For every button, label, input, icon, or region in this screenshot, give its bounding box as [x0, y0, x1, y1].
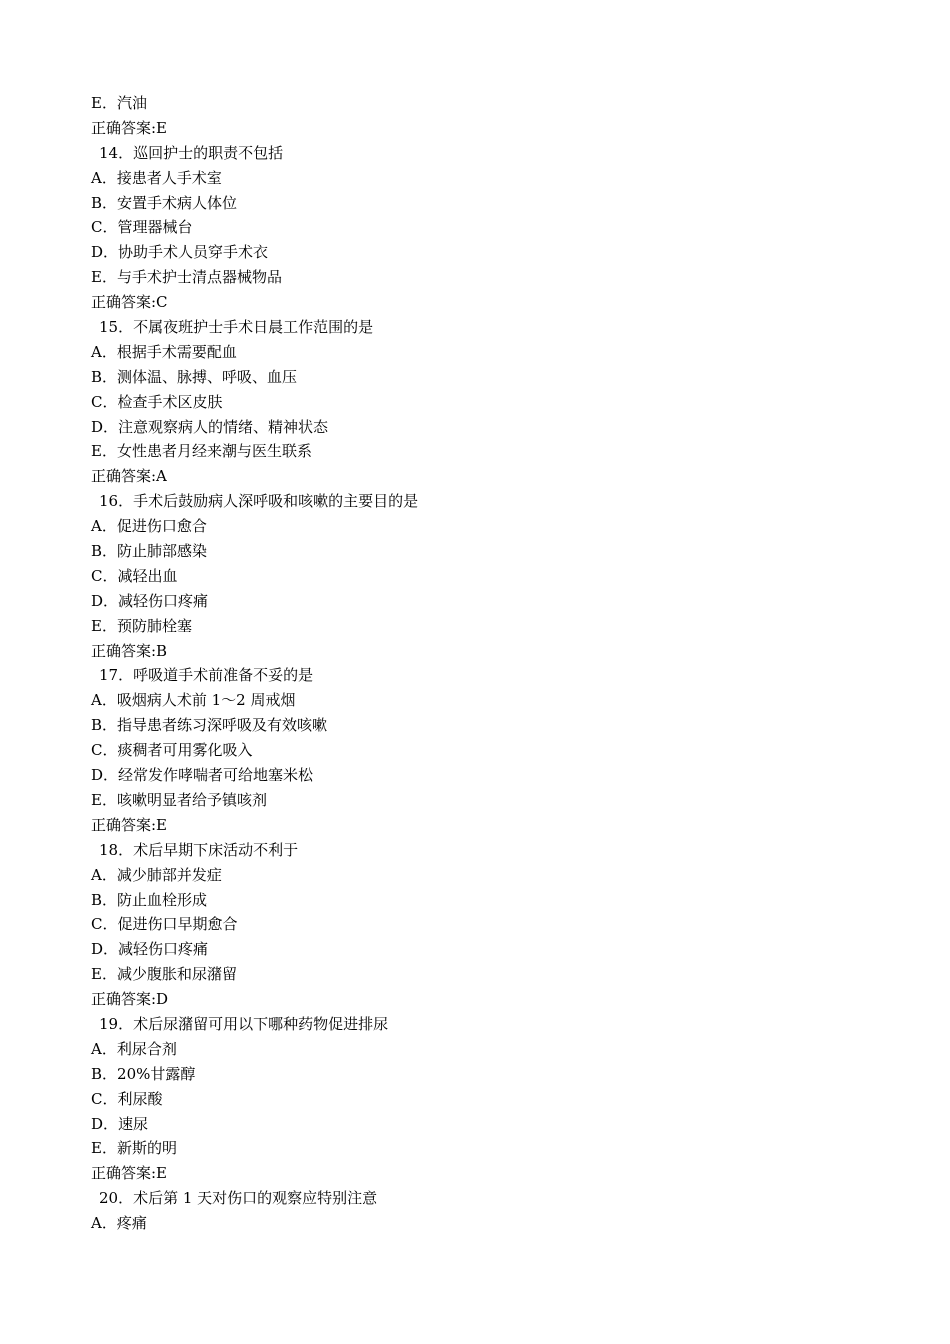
question-text: 15．不属夜班护士手术日晨工作范围的是	[99, 318, 374, 337]
option-text: A．利尿合剂	[91, 1039, 177, 1058]
option-text: C．促进伤口早期愈合	[91, 915, 238, 934]
option-text: C．减轻出血	[91, 566, 178, 585]
option-text: D．减轻伤口疼痛	[91, 591, 209, 610]
option-text: B．指导患者练习深呼吸及有效咳嗽	[91, 716, 328, 735]
option-text: E．新斯的明	[91, 1139, 177, 1158]
question-text: 20．术后第 1 天对伤口的观察应特别注意	[99, 1189, 378, 1208]
question-text: 14．巡回护士的职责不包括	[99, 143, 284, 162]
option-text: E．汽油	[91, 94, 147, 112]
option-text: B．安置手术病人体位	[91, 193, 238, 212]
option-text: A．疼痛	[91, 1214, 147, 1233]
option-text: E．减少腹胀和尿潴留	[91, 965, 237, 984]
answer-text: 正确答案:D	[91, 990, 169, 1009]
option-text: D．减轻伤口疼痛	[91, 940, 209, 959]
option-text: E．女性患者月经来潮与医生联系	[91, 442, 312, 461]
question-text: 18．术后早期下床活动不利于	[99, 840, 299, 859]
option-text: B．防止肺部感染	[91, 542, 208, 561]
quiz-lines	[91, 91, 891, 1236]
option-text: C．利尿酸	[91, 1089, 163, 1108]
answer-text: 正确答案:E	[91, 118, 168, 137]
option-text: D．速尿	[91, 1114, 149, 1133]
option-text: E．与手术护士清点器械物品	[91, 268, 282, 287]
document-page	[91, 91, 891, 1236]
option-text: A．吸烟病人术前 1～2 周戒烟	[91, 691, 296, 710]
question-text: 16．手术后鼓励病人深呼吸和咳嗽的主要目的是	[99, 492, 419, 511]
answer-text: 正确答案:E	[91, 1164, 168, 1183]
option-text: B．测体温、脉搏、呼吸、血压	[91, 367, 298, 386]
question-text: 17．呼吸道手术前准备不妥的是	[99, 666, 314, 685]
option-text: B．20%甘露醇	[91, 1064, 196, 1083]
option-text: A．接患者人手术室	[91, 168, 222, 187]
answer-text: 正确答案:A	[91, 467, 167, 486]
option-text: A．减少肺部并发症	[91, 865, 222, 884]
option-text: C．管理器械台	[91, 218, 193, 237]
answer-text: 正确答案:E	[91, 815, 168, 834]
option-text: D．经常发作哮喘者可给地塞米松	[91, 766, 314, 785]
option-text: E．预防肺栓塞	[91, 616, 192, 635]
answer-text: 正确答案:B	[91, 641, 168, 660]
option-text: E．咳嗽明显者给予镇咳剂	[91, 790, 267, 809]
option-text: D．注意观察病人的情绪、精神状态	[91, 417, 329, 436]
question-text: 19．术后尿潴留可用以下哪种药物促进排尿	[99, 1014, 389, 1033]
option-text: C．痰稠者可用雾化吸入	[91, 741, 253, 760]
option-text: B．防止血栓形成	[91, 890, 208, 909]
answer-text: 正确答案:C	[91, 293, 168, 312]
option-text: D．协助手术人员穿手术衣	[91, 243, 269, 262]
option-text: C．检查手术区皮肤	[91, 392, 223, 411]
option-text: A．根据手术需要配血	[91, 342, 237, 361]
option-text: A．促进伤口愈合	[91, 517, 207, 536]
